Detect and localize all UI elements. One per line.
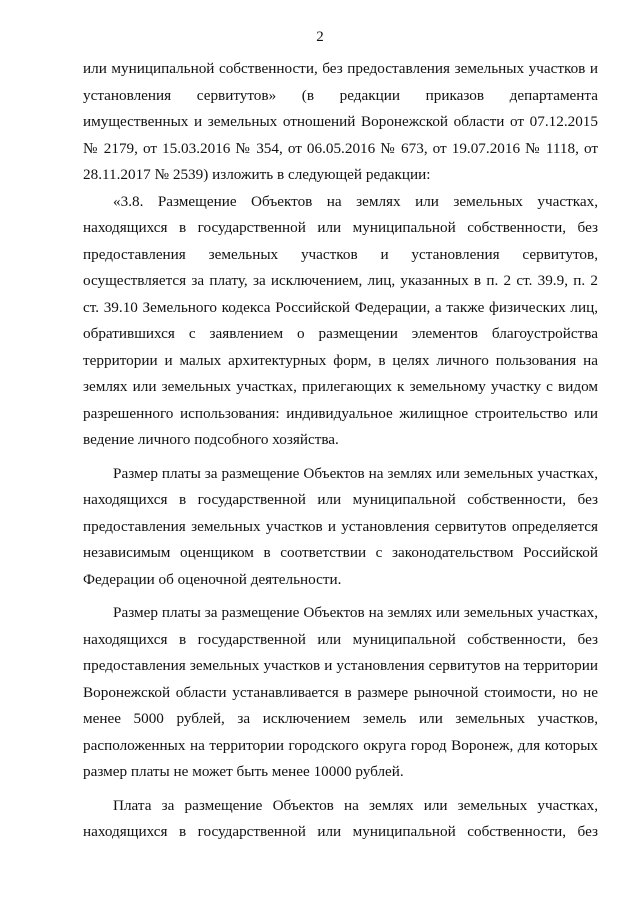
paragraph-clause-3-8: «3.8. Размещение Объектов на землях или земельных участках, находящихся в государственной или муниципальной собственности, без предоставления земельных участков и установления сервитутов, осуществляется за плату, за исключением, лиц, указанных в п. 2 ст. 39.9, п. 2 ст. 39.10 Земельного кодекса Российской Федерации, а также физических лиц, обратившихся с заявлением о размещении элементов благоустройства территории и малых архитектурных форм, в целях личного пользования на землях или земельных участках, прилегающих к земельному участку с видом разрешенного использования: индивидуальное жилищное строительство или ведение личного подсобного хозяйства.: [83, 192, 598, 448]
paragraph-continuation: или муниципальной собственности, без предоставления земельных участков и установления сервитутов» (в редакции приказов департамента имущественных и земельных отношений Воронежской области от 07.12.2015 № 2179, от 15.03.2016 № 354, от 06.05.2016 № 673, от 19.07.2016 № 1118, от 28.11.2017 № 2539) изложить в следующей редакции:: [83, 60, 598, 183]
page-number: 2: [316, 29, 324, 45]
document-body: [83, 56, 598, 846]
paragraph-fee-payment: Плата за размещение Объектов на землях или земельных участках, находящихся в государственной или муниципальной собственности, без: [83, 796, 598, 840]
paragraph-fee-minimum: Размер платы за размещение Объектов на землях или земельных участках, находящихся в государственной или муниципальной собственности, без предоставления земельных участков и установления сервитутов на территории Воронежской области устанавливается в размере рыночной стоимости, но не менее 5000 рублей, за исключением земель или земельных участков, расположенных на территории городского округа город Воронеж, для которых размер платы не может быть менее 10000 рублей.: [83, 604, 598, 780]
paragraph-fee-appraisal: Размер платы за размещение Объектов на землях или земельных участках, находящихся в государственной или муниципальной собственности, без предоставления земельных участков и установления сервитутов определяется независимым оценщиком в соответствии с законодательством Российской Федерации об оценочной деятельности.: [83, 464, 598, 588]
